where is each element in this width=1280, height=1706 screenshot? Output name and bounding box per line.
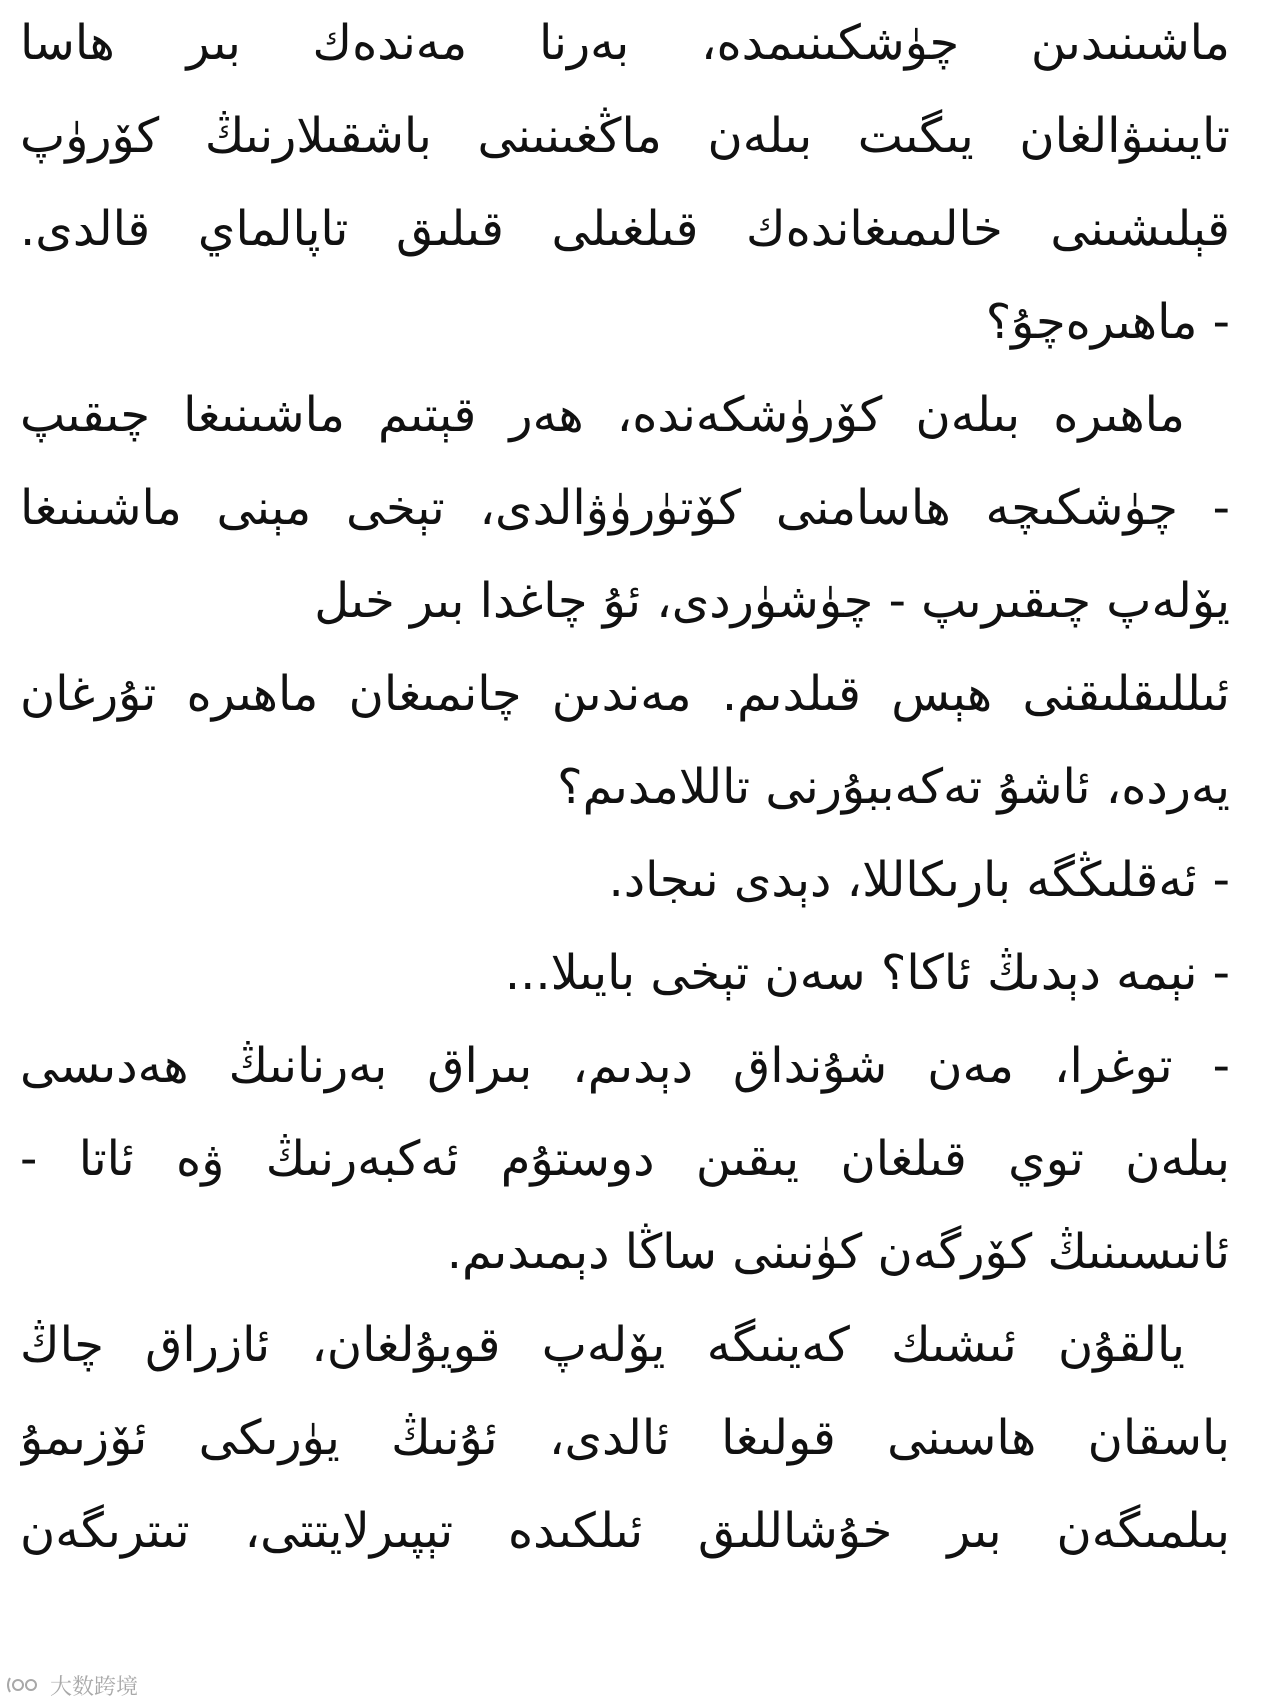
text-line: - چۈشكىچە ھاسامنى كۆتۈرۈۋالدى، تېخى مېنى ماشىنىغا [20,480,1230,536]
text-line: باسقان ھاسىنى قولىغا ئالدى، ئۇنىڭ يۈرىكى ئۆزىمۇ [20,1410,1230,1466]
text-line: ئانىسىنىڭ كۆرگەن كۈنىنى ساڭا دېمىدىم. [446,1224,1230,1280]
text-line: يۆلەپ چىقىرىپ - چۈشۈردى، ئۇ چاغدا بىر خىل [314,573,1230,629]
text-line: ماھىرە بىلەن كۆرۈشكەندە، ھەر قېتىم ماشىنىغا چىقىپ [20,387,1185,443]
text-line: يەردە، ئاشۇ تەكەببۇرنى تاللامدىم؟ [557,759,1230,815]
text-line: قېلىشىنى خالىمىغاندەك قىلغىلى قىلىق تاپالماي قالدى. [20,201,1230,257]
text-line: - توغرا، مەن شۇنداق دېدىم، بىراق بەرنانىڭ ھەدىسى [20,1038,1230,1094]
text-line: بىلمىگەن بىر خۇشاللىق ئىلكىدە تېپىرلايتتى، تىترىگەن [20,1503,1230,1559]
text-line: - ئەقلىڭگە بارىكاللا، دېدى نىجاد. [608,852,1230,908]
text-line: ماشىنىدىن چۈشكىنىمدە، بەرنا مەندەك بىر ھاسا [20,15,1230,71]
text-line: يالقۇن ئىشىك كەينىگە يۆلەپ قويۇلغان، ئازراق چاڭ [20,1317,1185,1373]
watermark-logo-icon [4,1674,44,1696]
watermark-text: 大数跨境 [50,1674,139,1700]
text-line: بىلەن توي قىلغان يىقىن دوستۇم ئەكبەرنىڭ ۋە ئاتا - [20,1131,1230,1187]
text-line: - نېمە دېدىڭ ئاكا؟ سەن تېخى بايىلا... [504,945,1230,1001]
text-line: ئىللىقلىقنى ھېس قىلدىم. مەندىن چانمىغان ماھىرە تۇرغان [20,666,1230,722]
text-line: تايىنىۋالغان يىگىت بىلەن ماڭغىنىنى باشقىلارنىڭ كۆرۈپ [20,108,1230,164]
text-line: - ماھىرەچۇ؟ [985,294,1230,350]
watermark [4,1670,138,1700]
